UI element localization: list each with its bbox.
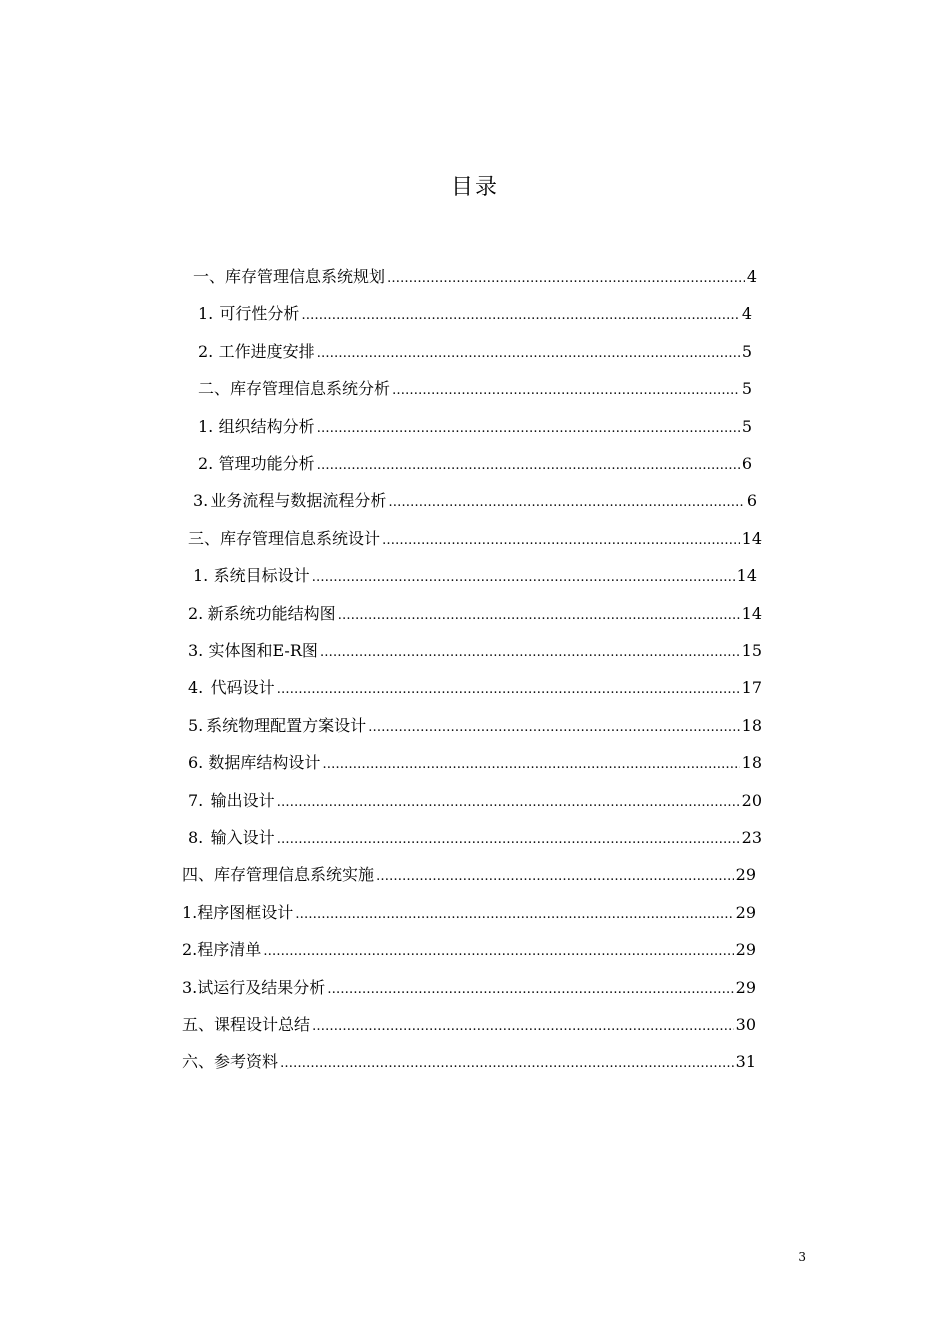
toc-leader-dots xyxy=(388,490,744,516)
toc-entry[interactable] xyxy=(188,788,762,814)
toc-entry-label: 可行性分析 xyxy=(219,304,300,323)
toc-entry-number: 1. xyxy=(193,566,209,585)
toc-entry-number: 2. xyxy=(198,342,214,361)
toc-entry-label: 系统物理配置方案设计 xyxy=(206,716,367,735)
toc-leader-dots xyxy=(376,864,734,890)
toc-entry[interactable] xyxy=(193,264,757,290)
toc-entry[interactable] xyxy=(182,862,756,888)
toc-entry-label: 三、库存管理信息系统设计 xyxy=(188,529,381,548)
toc-entry-label: 实体图和E-R图 xyxy=(208,641,318,660)
toc-entry[interactable] xyxy=(188,601,762,627)
toc-leader-dots xyxy=(387,266,745,292)
toc-entry-label: 数据库结构设计 xyxy=(208,753,321,772)
toc-entry-page: 15 xyxy=(741,641,762,660)
toc-leader-dots xyxy=(317,453,740,479)
toc-entry[interactable] xyxy=(193,563,757,589)
toc-entry-page: 29 xyxy=(735,865,756,884)
toc-entry-page: 14 xyxy=(741,529,762,548)
toc-entry[interactable] xyxy=(182,1012,756,1038)
toc-entry-page: 5 xyxy=(741,417,752,436)
toc-entry-page: 30 xyxy=(735,1015,756,1034)
toc-leader-dots xyxy=(322,752,739,778)
toc-entry[interactable] xyxy=(198,376,752,402)
toc-entry[interactable] xyxy=(182,1049,756,1075)
toc-entry-page: 6 xyxy=(741,454,752,473)
toc-entry-number: 7. xyxy=(188,791,204,810)
toc-entry[interactable] xyxy=(182,900,756,926)
toc-leader-dots xyxy=(312,565,735,591)
toc-entry-label: 1.程序图框设计 xyxy=(182,903,294,922)
toc-leader-dots xyxy=(312,1014,734,1040)
toc-leader-dots xyxy=(301,303,739,329)
toc-leader-dots xyxy=(320,640,740,666)
toc-entry[interactable] xyxy=(182,975,756,1001)
toc-leader-dots xyxy=(317,341,740,367)
toc-entry[interactable] xyxy=(188,713,762,739)
toc-leader-dots xyxy=(295,902,733,928)
toc-entry-page: 5 xyxy=(741,342,752,361)
toc-leader-dots xyxy=(368,715,740,741)
toc-entry-page: 18 xyxy=(741,716,762,735)
toc-entry-page: 4 xyxy=(741,304,752,323)
toc-entry-label: 组织结构分析 xyxy=(218,417,315,436)
toc-entry-label: 五、课程设计总结 xyxy=(182,1015,311,1034)
toc-entry-number: 4. xyxy=(188,678,204,697)
toc-entry[interactable] xyxy=(188,750,762,776)
toc-entry-number: 1. xyxy=(198,304,214,323)
toc-entry-number: 3. xyxy=(193,491,209,510)
toc-leader-dots xyxy=(263,939,733,965)
toc-entry-label: 四、库存管理信息系统实施 xyxy=(182,865,375,884)
toc-entry-label: 2.程序清单 xyxy=(182,940,262,959)
toc-leader-dots xyxy=(277,677,740,703)
toc-leader-dots xyxy=(392,378,740,404)
toc-leader-dots xyxy=(382,528,740,554)
toc-entry-number: 2. xyxy=(198,454,214,473)
toc-entry-page: 20 xyxy=(741,791,762,810)
toc-entry[interactable] xyxy=(198,451,752,477)
toc-entry-number: 6. xyxy=(188,753,204,772)
toc-entry-number: 2. xyxy=(188,604,204,623)
toc-entry-label: 一、库存管理信息系统规划 xyxy=(193,267,386,286)
toc-entry-page: 14 xyxy=(736,566,757,585)
toc-entry-label: 代码设计 xyxy=(210,678,275,697)
toc-leader-dots xyxy=(277,790,740,816)
toc-entry-label: 3.试运行及结果分析 xyxy=(182,978,326,997)
page-number: 3 xyxy=(798,1250,806,1264)
toc-leader-dots xyxy=(338,603,740,629)
toc-entry-page: 14 xyxy=(741,604,762,623)
toc-entry-page: 6 xyxy=(746,491,757,510)
toc-entry-page: 5 xyxy=(741,379,752,398)
toc-entry[interactable] xyxy=(182,937,756,963)
toc-entry-number: 1. xyxy=(198,417,214,436)
toc-entry-page: 31 xyxy=(735,1052,756,1071)
toc-entry-label: 新系统功能结构图 xyxy=(207,604,336,623)
toc-entry-page: 18 xyxy=(741,753,762,772)
toc-entry-page: 29 xyxy=(735,903,756,922)
toc-entry-label: 管理功能分析 xyxy=(218,454,315,473)
toc-leader-dots xyxy=(280,1051,734,1077)
toc-leader-dots xyxy=(317,416,740,442)
toc-entry[interactable] xyxy=(193,488,757,514)
toc-leader-dots xyxy=(327,977,733,1003)
toc-entry-page: 29 xyxy=(735,940,756,959)
toc-entry-page: 23 xyxy=(741,828,762,847)
toc-entry[interactable] xyxy=(198,414,752,440)
toc-entry-label: 系统目标设计 xyxy=(213,566,310,585)
toc-entry[interactable] xyxy=(188,825,762,851)
toc-entry-number: 3. xyxy=(188,641,204,660)
toc-entry-number: 8. xyxy=(188,828,204,847)
toc-entry[interactable] xyxy=(188,638,762,664)
toc-entry-label: 工作进度安排 xyxy=(218,342,315,361)
page-title: 目录 xyxy=(450,175,499,200)
toc-entry-label: 六、参考资料 xyxy=(182,1052,279,1071)
toc-entry-page: 29 xyxy=(735,978,756,997)
toc-entry-number: 5. xyxy=(188,716,204,735)
toc-entry[interactable] xyxy=(198,339,752,365)
toc-leader-dots xyxy=(277,827,740,853)
toc-entry[interactable] xyxy=(188,675,762,701)
toc-entry[interactable] xyxy=(198,301,752,327)
toc-entry[interactable] xyxy=(188,526,762,552)
toc-entry-label: 输入设计 xyxy=(210,828,275,847)
toc-entry-page: 4 xyxy=(746,267,757,286)
toc-entry-label: 输出设计 xyxy=(210,791,275,810)
toc-entry-label: 二、库存管理信息系统分析 xyxy=(198,379,391,398)
toc-entry-label: 业务流程与数据流程分析 xyxy=(210,491,387,510)
toc-entry-page: 17 xyxy=(741,678,762,697)
